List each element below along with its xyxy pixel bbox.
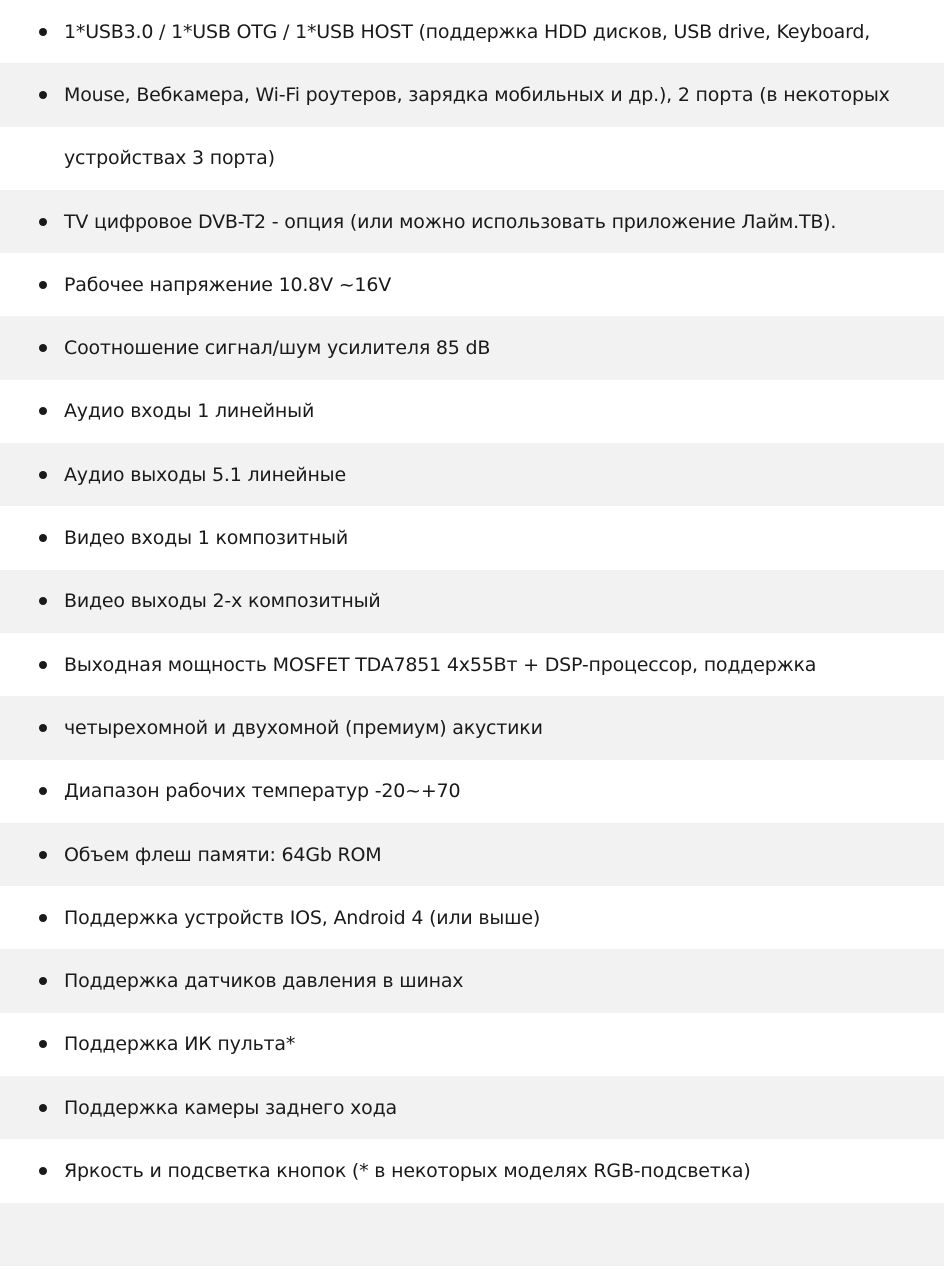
bullet-icon	[39, 977, 47, 985]
spec-row	[0, 380, 944, 443]
spec-text: Соотношение сигнал/шум усилителя 85 dB	[64, 337, 491, 360]
bullet-icon	[39, 344, 47, 352]
spec-row	[0, 886, 944, 949]
spec-row	[0, 0, 944, 63]
spec-text: Mouse, Вебкамера, Wi-Fi роутеров, зарядка мобильных и др.), 2 порта (в некоторых	[64, 83, 890, 106]
spec-text: Аудио входы 1 линейный	[64, 400, 315, 423]
spec-row	[0, 190, 944, 253]
spec-text: Видео входы 1 композитный	[64, 527, 349, 550]
bullet-icon	[39, 661, 47, 669]
bullet-icon	[39, 28, 47, 36]
bullet-icon	[39, 914, 47, 922]
spec-row	[0, 316, 944, 379]
spec-row	[0, 443, 944, 506]
spec-text: Поддержка камеры заднего хода	[64, 1096, 397, 1119]
spec-text: Аудио выходы 5.1 линейные	[64, 463, 346, 486]
bullet-icon	[39, 1167, 47, 1175]
spec-text: Видео выходы 2-х композитный	[64, 590, 381, 613]
bullet-icon	[39, 1104, 47, 1112]
spec-row	[0, 1139, 944, 1202]
bullet-icon	[39, 851, 47, 859]
bullet-icon	[39, 218, 47, 226]
bullet-icon	[39, 91, 47, 99]
spec-row	[0, 63, 944, 126]
spec-text: Объем флеш памяти: 64Gb ROM	[64, 843, 382, 866]
spec-text: четырехомной и двухомной (премиум) акустики	[64, 716, 543, 739]
spec-text: Яркость и подсветка кнопок (* в некоторых моделях RGB-подсветка)	[64, 1159, 751, 1182]
spec-row	[0, 633, 944, 696]
spec-row	[0, 1076, 944, 1139]
spec-text: Диапазон рабочих температур -20~+70	[64, 780, 461, 803]
spec-row	[0, 949, 944, 1012]
bullet-icon	[39, 787, 47, 795]
spec-text: 1*USB3.0 / 1*USB OTG / 1*USB HOST (поддержка HDD дисков, USB drive, Keyboard,	[64, 20, 871, 43]
spec-row	[0, 1203, 944, 1266]
spec-text: Поддержка устройств IOS, Android 4 (или выше)	[64, 906, 541, 929]
bullet-icon	[39, 597, 47, 605]
spec-text: TV цифровое DVB-T2 - опция (или можно использовать приложение Лайм.ТВ).	[64, 210, 837, 233]
bullet-icon	[39, 281, 47, 289]
spec-text: Поддержка ИК пульта*	[64, 1033, 296, 1056]
spec-row	[0, 823, 944, 886]
spec-row	[0, 760, 944, 823]
spec-row	[0, 253, 944, 316]
spec-row	[0, 1013, 944, 1076]
spec-row	[0, 506, 944, 569]
bullet-icon	[39, 534, 47, 542]
spec-text: Поддержка датчиков давления в шинах	[64, 970, 464, 993]
spec-row	[0, 570, 944, 633]
bullet-icon	[39, 1040, 47, 1048]
spec-text: Рабочее напряжение 10.8V ~16V	[64, 273, 392, 296]
spec-row	[0, 696, 944, 759]
bullet-icon	[39, 724, 47, 732]
spec-text: Выходная мощность MOSFET TDA7851 4x55Вт + DSP-процессор, поддержка	[64, 653, 817, 676]
spec-row	[0, 127, 944, 190]
spec-text: устройствах 3 порта)	[64, 147, 275, 170]
bullet-icon	[39, 471, 47, 479]
bullet-icon	[39, 407, 47, 415]
